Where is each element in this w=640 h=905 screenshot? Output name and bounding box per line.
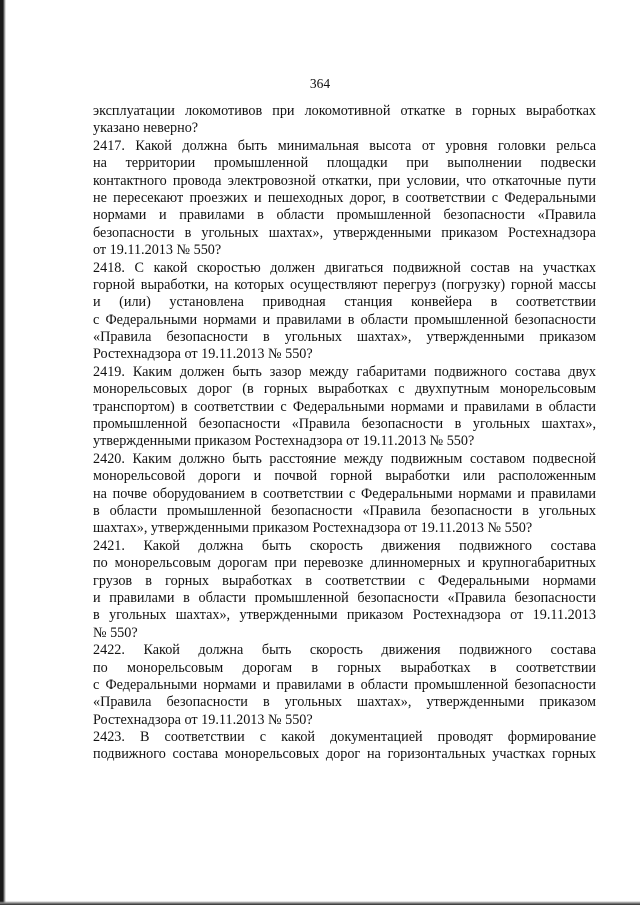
page-number: 364 [309,76,331,91]
text-line: 2420. Каким должно быть расстояние между подвижным составом подвесной [93,450,596,467]
text-line: на почве оборудованием в соответствии с Федеральными нормами и правилами [93,485,596,502]
text-line: с Федеральными нормами и правилами в области промышленной безопасности [93,311,596,328]
text-line: 2417. Какой должна быть минимальная высота от уровня головки рельса [93,137,596,154]
text-line: не пересекают проезжих и пешеходных дорог, в соответствии с Федеральными [93,189,596,206]
scan-bottom-edge [0,901,640,905]
text-line: по монорельсовым дорогам при перевозке длинномерных и крупногабаритных [93,555,596,572]
text-line: на территории промышленной площадки при выполнении подвески [93,155,596,172]
text-line: горной выработки, на которых осуществляют перегруз (погрузку) горной массы [93,276,596,293]
text-line: грузов в горных выработках в соответствии с Федеральными нормами [93,572,596,589]
text-line: указано неверно? [93,120,199,137]
text-line: контактного провода электровозной откатки, при условии, что откаточные пути [93,172,596,189]
text-line: «Правила безопасности в угольных шахтах», утвержденными приказом [93,694,596,711]
text-line: Ростехнадзора от 19.11.2013 № 550? [93,711,313,728]
text-line: нормами и правилами в области промышленной безопасности «Правила [93,207,596,224]
text-line: монорельсовой дороги и почвой горной выработки или расположенным [93,468,596,485]
text-line: по монорельсовым дорогам в горных выработках в соответствии [93,659,596,676]
text-line: в области промышленной безопасности «Правила безопасности в угольных [93,502,596,519]
text-line: транспортом) в соответствии с Федеральными нормами и правилами в области [93,398,596,415]
text-line: безопасности в угольных шахтах», утвержденными приказом Ростехнадзора [93,224,596,241]
text-line: от 19.11.2013 № 550? [93,242,222,259]
text-line: в угольных шахтах», утвержденными приказом Ростехнадзора от 19.11.2013 [93,607,596,624]
text-line: и (или) установлена приводная станция конвейера в соответствии [93,294,596,311]
text-line: и правилами в области промышленной безопасности «Правила безопасности [93,589,596,606]
text-line: 2423. В соответствии с какой документацией проводят формирование [93,729,596,746]
document-body [93,103,596,764]
text-line: монорельсовых дорог (в горных выработках с двухпутным монорельсовым [93,381,596,398]
text-line: утвержденными приказом Ростехнадзора от 19.11.2013 № 550? [93,433,475,450]
text-line: промышленной безопасности «Правила безопасности в угольных шахтах», [93,416,596,433]
text-line: 2421. Какой должна быть скорость движения подвижного состава [93,537,596,554]
text-line: 2422. Какой должна быть скорость движения подвижного состава [93,642,596,659]
scan-left-edge [0,0,6,905]
text-line: «Правила безопасности в угольных шахтах», утвержденными приказом [93,329,596,346]
text-line: с Федеральными нормами и правилами в области промышленной безопасности [93,676,596,693]
text-line: эксплуатации локомотивов при локомотивной откатке в горных выработках [93,103,596,119]
text-line: 2418. С какой скоростью должен двигаться подвижной состав на участках [93,259,596,276]
text-line: шахтах», утвержденными приказом Ростехнадзора от 19.11.2013 № 550? [93,520,533,537]
text-line: Ростехнадзора от 19.11.2013 № 550? [93,346,313,363]
text-line: 2419. Каким должен быть зазор между габаритами подвижного состава двух [93,363,596,380]
text-line: № 550? [93,624,138,641]
text-line: подвижного состава монорельсовых дорог на горизонтальных участках горных [93,746,596,763]
